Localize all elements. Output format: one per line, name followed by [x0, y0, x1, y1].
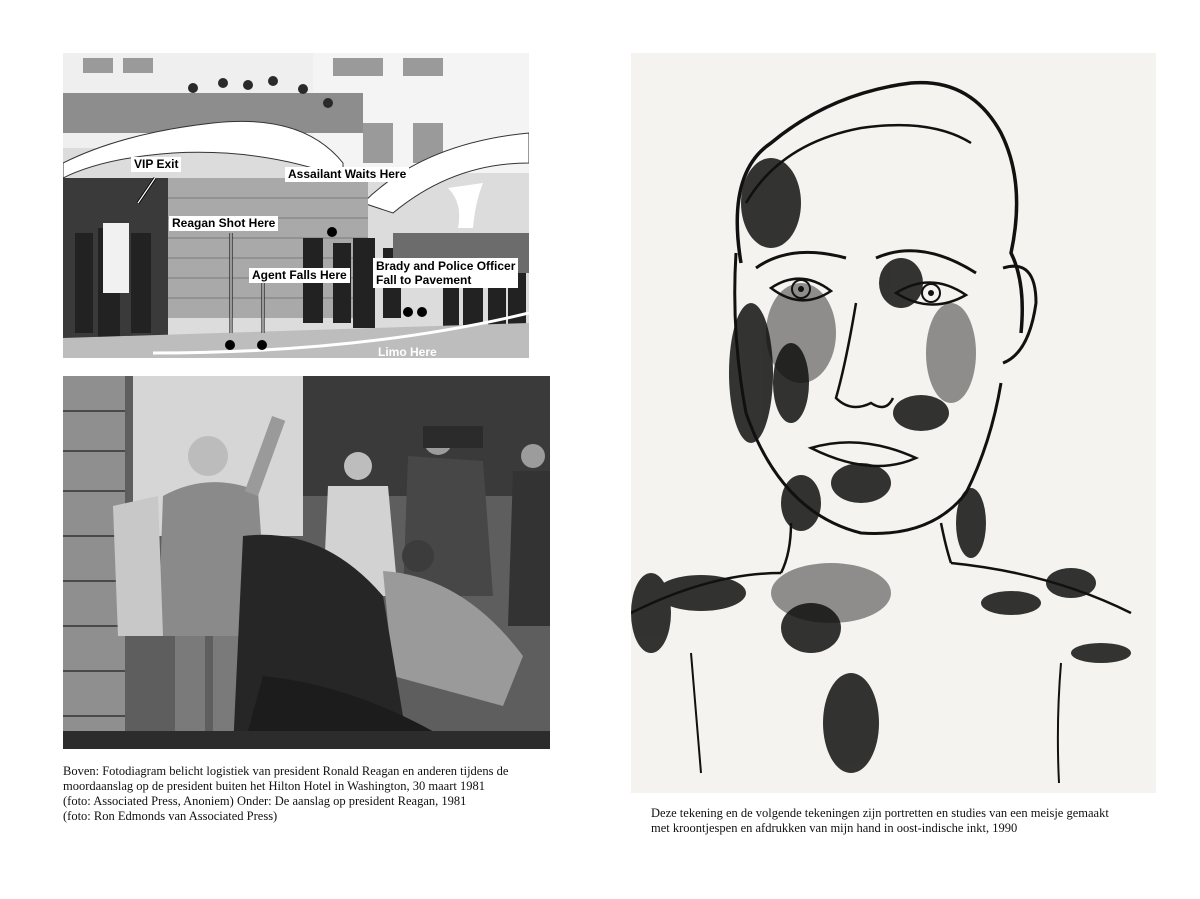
- ink-portrait-svg: [631, 53, 1156, 793]
- photo-reagan-shooting: [63, 376, 550, 749]
- photo-diagram-scene: [63, 53, 529, 358]
- label-brady-line-1: Brady and Police Officer: [376, 259, 516, 273]
- photo-shooting-scene: [63, 376, 550, 749]
- marker-assailant: [327, 227, 337, 237]
- caption-left: [63, 764, 508, 824]
- ink-portrait-drawing: [631, 53, 1156, 793]
- caption-right: [651, 806, 1109, 836]
- caption-left-line-3: (foto: Associated Press, Anoniem) Onder: De aanslag op president Reagan, 1981: [63, 794, 467, 808]
- marker-police-officer: [417, 307, 427, 317]
- marker-brady: [403, 307, 413, 317]
- caption-right-line-2: met kroontjespen en afdrukken van mijn hand in oost-indische inkt, 1990: [651, 821, 1018, 835]
- marker-agent-falls: [257, 340, 267, 350]
- photo-diagram-hilton-exit: [63, 53, 529, 358]
- label-brady-police: [373, 258, 518, 288]
- label-vip-exit: VIP Exit: [131, 157, 181, 172]
- label-reagan-shot: Reagan Shot Here: [169, 216, 278, 231]
- label-brady-line-2: Fall to Pavement: [376, 273, 472, 287]
- label-agent-falls: Agent Falls Here: [249, 268, 350, 283]
- label-limo-here: Limo Here: [378, 345, 437, 358]
- caption-right-line-1: Deze tekening en de volgende tekeningen zijn portretten en studies van een meisje gemaakt: [651, 806, 1109, 820]
- marker-reagan-shot: [225, 340, 235, 350]
- caption-left-line-1: Boven: Fotodiagram belicht logistiek van president Ronald Reagan en anderen tijdens de: [63, 764, 509, 778]
- caption-left-line-2: moordaanslag op de president buiten het Hilton Hotel in Washington, 30 maart 1981: [63, 779, 485, 793]
- caption-left-line-4: (foto: Ron Edmonds van Associated Press): [63, 809, 278, 823]
- label-assailant-waits: Assailant Waits Here: [285, 167, 409, 182]
